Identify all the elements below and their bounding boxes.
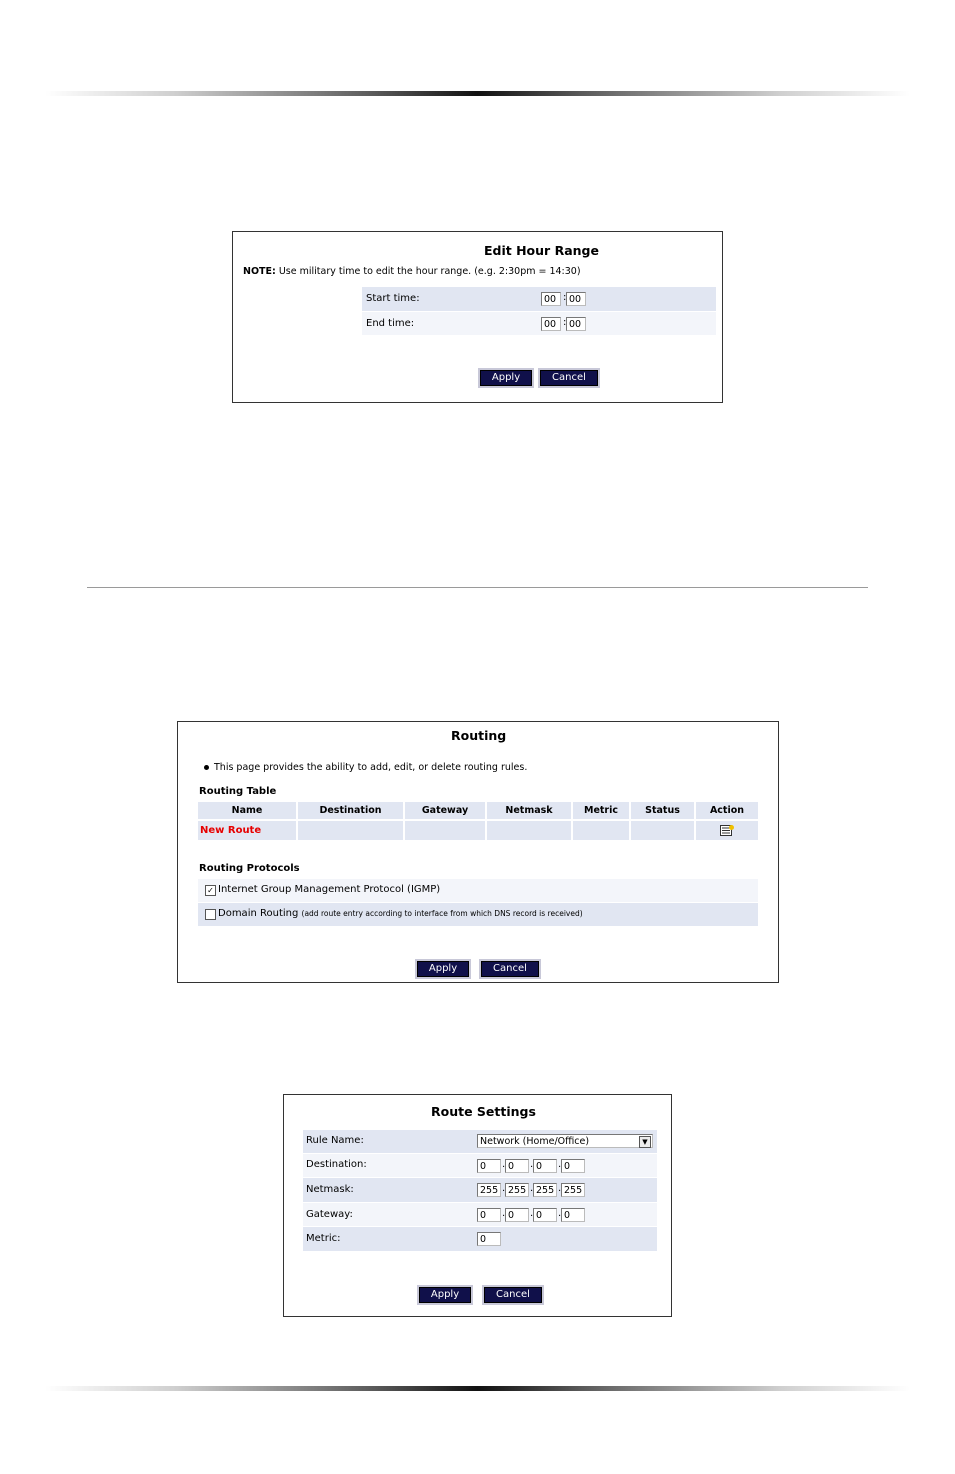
column-header: Destination <box>298 802 405 819</box>
cancel-button[interactable]: Cancel <box>481 961 539 977</box>
note-label: NOTE: <box>243 266 276 277</box>
new-route-link[interactable]: New Route <box>198 821 298 840</box>
domain-routing-text: Domain Routing <box>218 908 299 919</box>
dot-separator: . <box>558 1183 562 1194</box>
panel-title: Route Settings <box>431 1104 536 1119</box>
netmask-octet-3[interactable]: 255 <box>533 1183 557 1197</box>
dot-separator: . <box>502 1159 506 1170</box>
destination-label: Destination: <box>306 1159 367 1170</box>
intro-text <box>204 762 527 773</box>
end-minute-input[interactable]: 00 <box>566 317 586 331</box>
netmask-row <box>303 1178 657 1202</box>
panel-title: Routing <box>451 728 507 743</box>
add-route-icon[interactable] <box>720 825 734 836</box>
rule-name-value: Network (Home/Office) <box>480 1136 590 1147</box>
dot-separator: . <box>558 1159 562 1170</box>
gateway-octet-1[interactable]: 0 <box>477 1208 501 1222</box>
netmask-octet-1[interactable]: 255 <box>477 1183 501 1197</box>
destination-octet-3[interactable]: 0 <box>533 1159 557 1173</box>
dot-separator: . <box>502 1208 506 1219</box>
domain-routing-checkbox[interactable] <box>205 909 216 920</box>
end-time-row <box>362 312 716 335</box>
igmp-label: Internet Group Management Protocol (IGMP) <box>218 884 441 895</box>
gateway-octet-3[interactable]: 0 <box>533 1208 557 1222</box>
footer-rule <box>45 1386 910 1391</box>
column-header: Netmask <box>487 802 573 819</box>
dot-separator: . <box>530 1159 534 1170</box>
chevron-down-icon[interactable]: ▼ <box>639 1136 651 1148</box>
intro-label: This page provides the ability to add, edit, or delete routing rules. <box>214 762 528 773</box>
apply-button[interactable]: Apply <box>417 961 469 977</box>
destination-octet-4[interactable]: 0 <box>561 1159 585 1173</box>
table-cell <box>405 821 487 840</box>
end-time-label: End time: <box>366 318 415 329</box>
table-row <box>198 821 758 840</box>
table-cell <box>487 821 573 840</box>
apply-button[interactable]: Apply <box>419 1287 471 1303</box>
time-separator: : <box>563 317 567 328</box>
metric-input[interactable]: 0 <box>477 1232 501 1246</box>
metric-label: Metric: <box>306 1233 341 1244</box>
table-cell <box>573 821 631 840</box>
header-rule <box>45 91 910 96</box>
destination-octet-1[interactable]: 0 <box>477 1159 501 1173</box>
routing-table-header <box>198 802 758 819</box>
column-header: Action <box>696 802 758 819</box>
routing-protocols-title: Routing Protocols <box>199 863 300 874</box>
gateway-row <box>303 1203 657 1226</box>
note-text: Use military time to edit the hour range. (e.g. 2:30pm = 14:30) <box>278 266 581 277</box>
apply-button[interactable]: Apply <box>480 370 532 386</box>
dot-separator: . <box>502 1183 506 1194</box>
rule-name-select[interactable] <box>477 1134 653 1148</box>
panel-title: Edit Hour Range <box>484 243 599 258</box>
start-minute-input[interactable]: 00 <box>566 292 586 306</box>
gateway-octet-2[interactable]: 0 <box>505 1208 529 1222</box>
section-divider <box>87 587 868 588</box>
netmask-octet-4[interactable]: 255 <box>561 1183 585 1197</box>
routing-panel <box>177 721 779 983</box>
column-header: Metric <box>573 802 631 819</box>
igmp-row <box>198 879 758 902</box>
domain-routing-label <box>218 907 583 921</box>
netmask-label: Netmask: <box>306 1184 354 1195</box>
gateway-octet-4[interactable]: 0 <box>561 1208 585 1222</box>
domain-routing-note: (add route entry according to interface from which DNS record is received) <box>301 909 583 918</box>
cancel-button[interactable]: Cancel <box>484 1287 542 1303</box>
destination-octet-2[interactable]: 0 <box>505 1159 529 1173</box>
note <box>243 266 581 277</box>
rule-name-row <box>303 1130 657 1153</box>
table-cell <box>696 821 758 840</box>
edit-hour-range-panel <box>232 231 723 403</box>
dot-separator: . <box>558 1208 562 1219</box>
column-header: Gateway <box>405 802 487 819</box>
end-hour-input[interactable]: 00 <box>541 317 561 331</box>
start-time-label: Start time: <box>366 293 420 304</box>
destination-row <box>303 1154 657 1177</box>
igmp-checkbox[interactable]: ✓ <box>205 885 216 896</box>
route-settings-panel <box>283 1094 672 1317</box>
time-separator: : <box>563 292 567 303</box>
column-header: Status <box>631 802 696 819</box>
netmask-octet-2[interactable]: 255 <box>505 1183 529 1197</box>
column-header: Name <box>198 802 298 819</box>
table-cell <box>631 821 696 840</box>
table-cell <box>298 821 405 840</box>
dot-separator: . <box>530 1183 534 1194</box>
cancel-button[interactable]: Cancel <box>540 370 598 386</box>
start-time-row <box>362 287 716 311</box>
start-hour-input[interactable]: 00 <box>541 292 561 306</box>
dot-separator: . <box>530 1208 534 1219</box>
domain-routing-row <box>198 903 758 926</box>
metric-row <box>303 1227 657 1251</box>
routing-table-title: Routing Table <box>199 786 277 797</box>
bullet-icon <box>204 765 209 770</box>
gateway-label: Gateway: <box>306 1209 353 1220</box>
rule-name-label: Rule Name: <box>306 1135 364 1146</box>
